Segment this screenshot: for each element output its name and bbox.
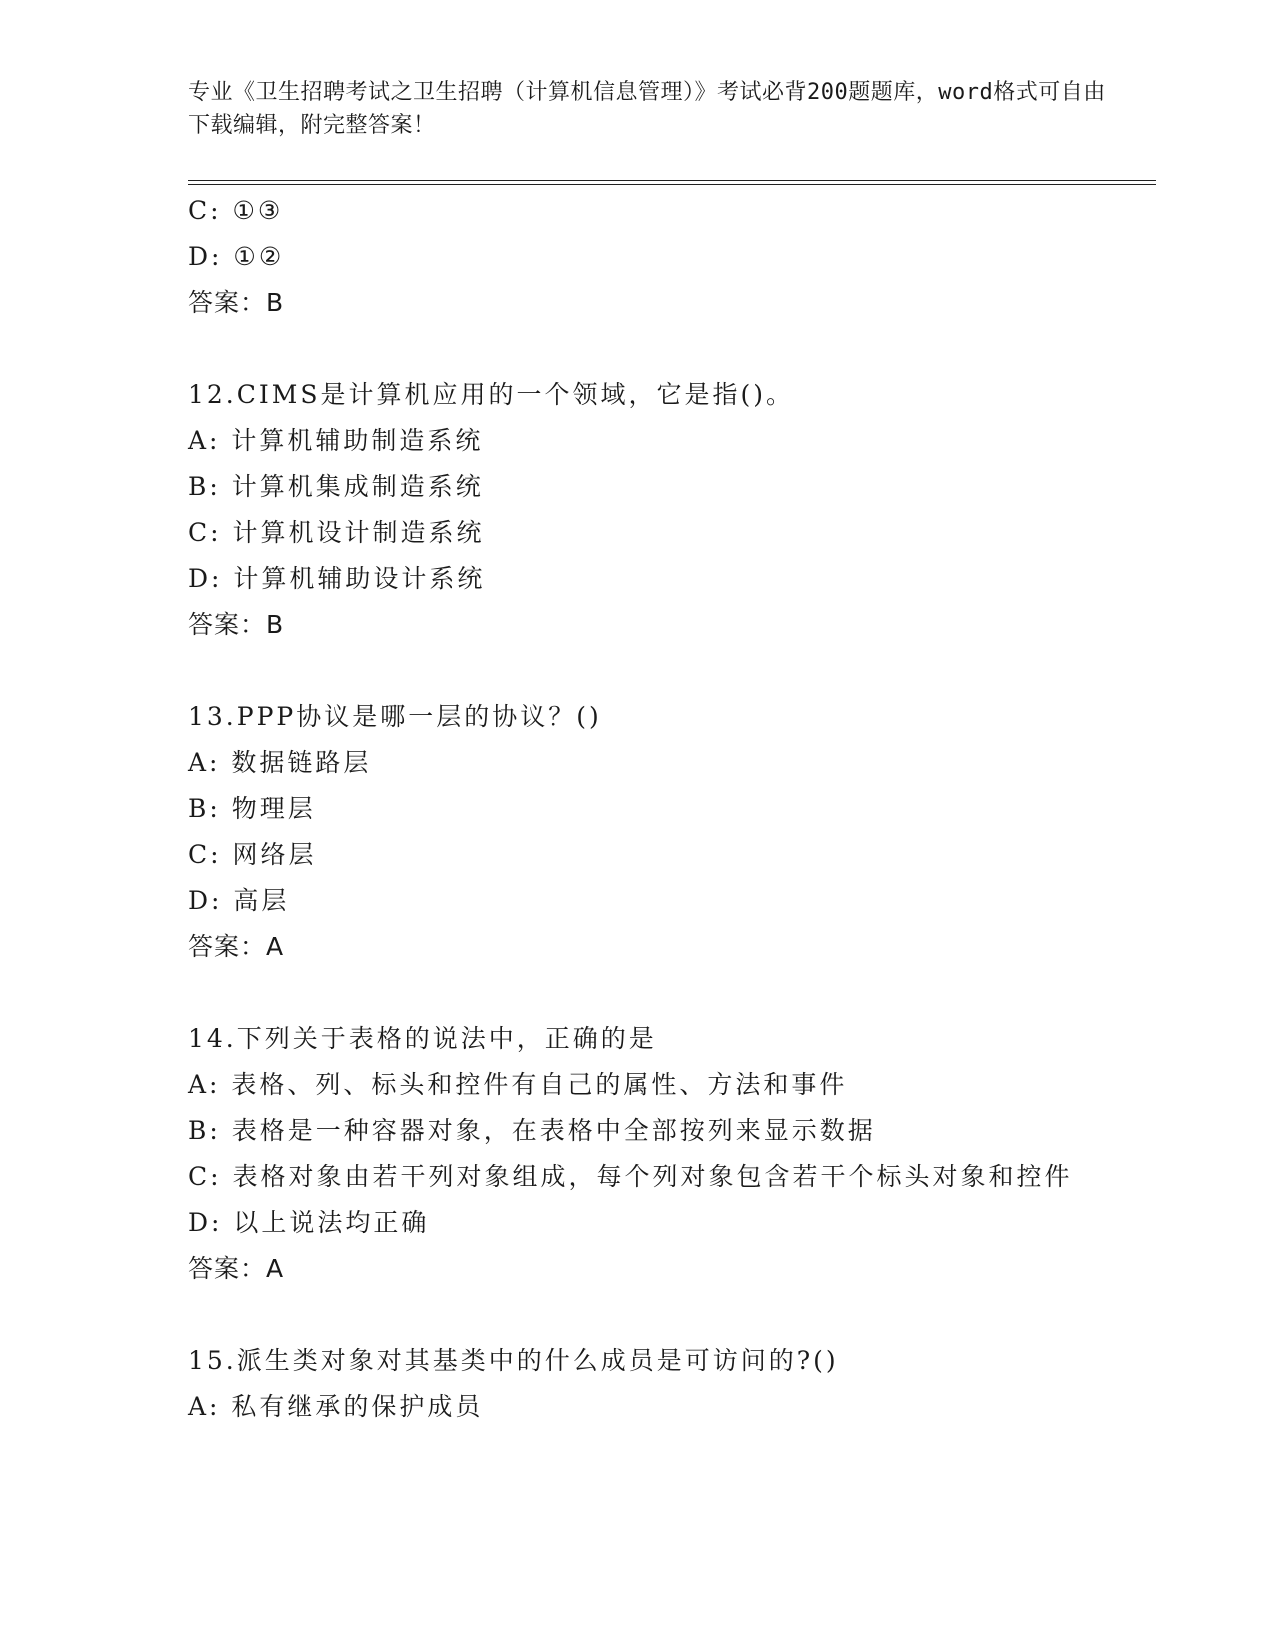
spacer [188, 648, 1088, 694]
q13-answer: 答案：A [188, 932, 285, 961]
spacer [188, 970, 1088, 1016]
spacer [188, 326, 1088, 372]
q13-option-a: A: 数据链路层 [188, 748, 372, 777]
prev-option-d: D: ①② [188, 242, 285, 271]
q14-stem: 14.下列关于表格的说法中，正确的是 [188, 1024, 657, 1053]
q12-option-a: A: 计算机辅助制造系统 [188, 426, 484, 455]
prev-option-c: C: ①③ [188, 196, 284, 225]
q14-option-c: C: 表格对象由若干列对象组成，每个列对象包含若干个标头对象和控件 [188, 1162, 1073, 1191]
q14-option-d: D: 以上说法均正确 [188, 1208, 430, 1237]
q12-option-c: C: 计算机设计制造系统 [188, 518, 485, 547]
q13-option-c: C: 网络层 [188, 840, 317, 869]
q14-option-b: B: 表格是一种容器对象，在表格中全部按列来显示数据 [188, 1116, 876, 1145]
q15-option-a: A: 私有继承的保护成员 [188, 1392, 484, 1421]
q12-stem: 12.CIMS是计算机应用的一个领域，它是指()。 [188, 380, 794, 409]
header-divider-top [188, 180, 1156, 181]
q12-option-b: B: 计算机集成制造系统 [188, 472, 484, 501]
q14-answer: 答案：A [188, 1254, 285, 1283]
question-content [188, 188, 1088, 1430]
q13-option-b: B: 物理层 [188, 794, 316, 823]
q13-option-d: D: 高层 [188, 886, 290, 915]
q12-answer: 答案：B [188, 610, 285, 639]
q12-option-d: D: 计算机辅助设计系统 [188, 564, 486, 593]
q14-option-a: A: 表格、列、标头和控件有自己的属性、方法和事件 [188, 1070, 848, 1099]
document-header: 专业《卫生招聘考试之卫生招聘（计算机信息管理）》考试必背200题题库，word格式可自由下载编辑，附完整答案！ [188, 80, 1106, 138]
q15-stem: 15.派生类对象对其基类中的什么成员是可访问的?() [188, 1346, 839, 1375]
prev-answer: 答案：B [188, 288, 285, 317]
spacer [188, 1292, 1088, 1338]
q13-stem: 13.PPP协议是哪一层的协议？() [188, 702, 602, 731]
header-divider-bottom [188, 184, 1156, 185]
